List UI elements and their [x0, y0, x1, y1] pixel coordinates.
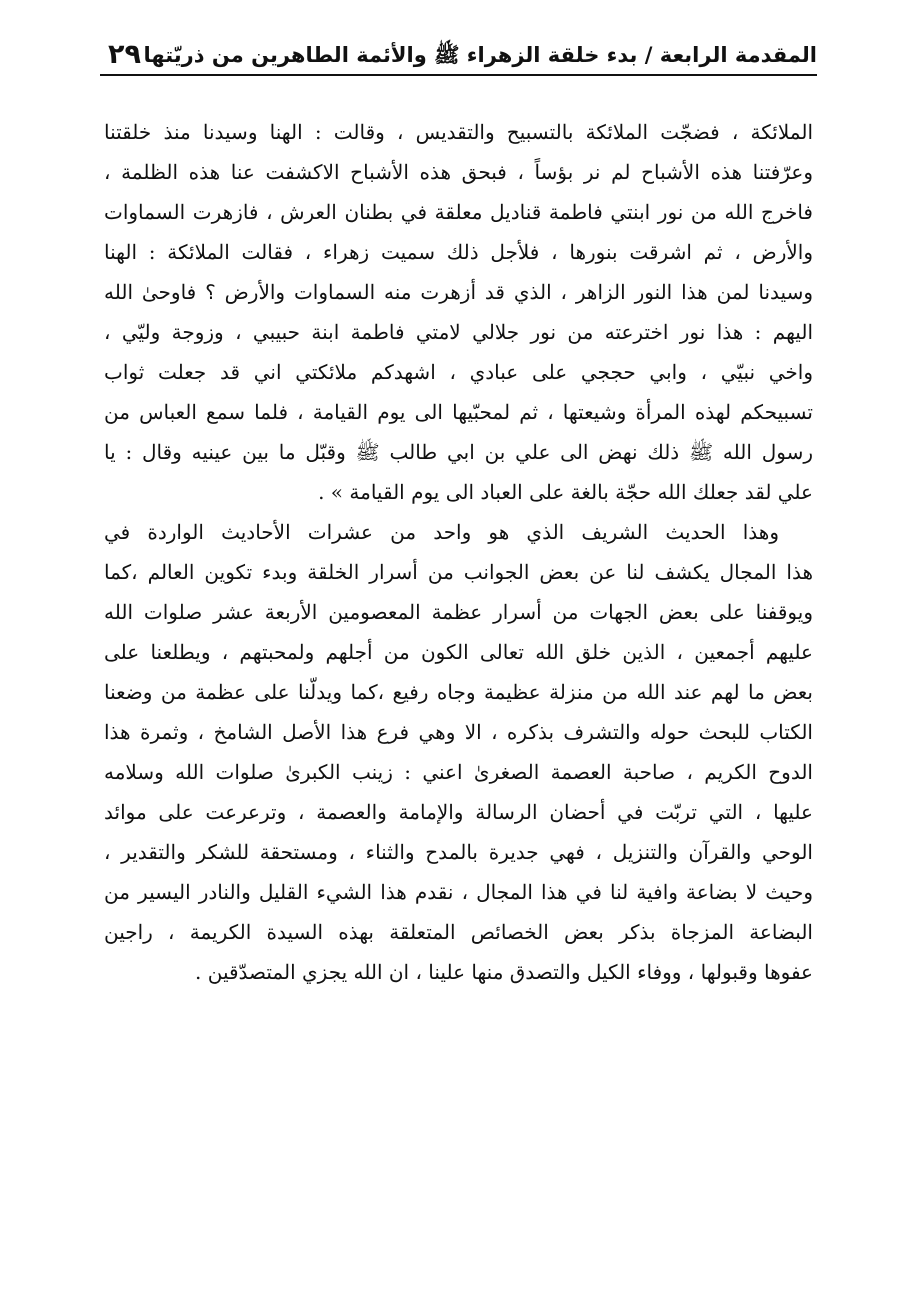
text-line: واخي نبيّي ، وابي حججي على عبادي ، اشهدكم ملائكتي اني قد جعلت ثواب — [104, 360, 813, 384]
text-line: البضاعة المزجاة بذكر بعض الخصائص المتعلقة بهذه السيدة الكريمة ، راجين — [104, 920, 813, 944]
text-line: عفوها وقبولها ، ووفاء الكيل والتصدق منها علينا ، ان الله يجزي المتصدّقين . — [195, 960, 813, 984]
text-line: عليهم أجمعين ، الذين خلق الله تعالى الكون من أجلهم ولمحبتهم ، ويطلعنا على — [104, 640, 813, 664]
page-number: ٢٩ — [108, 39, 141, 70]
text-line: تسبيحكم لهذه المرأة وشيعتها ، ثم لمحبّيها الى يوم القيامة ، فلما سمع العباس من — [104, 400, 813, 424]
text-line: اليهم : هذا نور اخترعته من نور جلالي لامتي فاطمة ابنة حبيبي ، وزوجة وليّي ، — [104, 320, 813, 344]
text-line: الوحي والقرآن والتنزيل ، فهي جديرة بالمدح والثناء ، ومستحقة للشكر والتقدير ، — [104, 840, 813, 864]
text-line: الدوح الكريم ، صاحبة العصمة الصغرىٰ اعني : زينب الكبرىٰ صلوات الله وسلامه — [104, 760, 813, 784]
text-line: وعرّفتنا هذه الأشباح لم نر بؤساً ، فبحق هذه الأشباح الاكشفت عنا هذه الظلمة ، — [104, 160, 813, 184]
text-line: عليها ، التي تربّت في أحضان الرسالة والإمامة والعصمة ، وترعرعت على موائد — [104, 800, 813, 824]
text-line: وهذا الحديث الشريف الذي هو واحد من عشرات الأحاديث الواردة في — [104, 520, 779, 544]
text-line: رسول الله ﷺ ذلك نهض الى علي بن ابي طالب ﷺ وقبّل ما بين عينيه وقال : يا — [104, 440, 813, 464]
body-text — [104, 112, 813, 992]
paragraph-commentary — [104, 512, 813, 992]
text-line: وسيدنا لمن هذا النور الزاهر ، الذي قد أزهرت منه السماوات والأرض ؟ فاوحىٰ الله — [104, 280, 813, 304]
text-line: وحيث لا بضاعة وافية لنا في هذا المجال ، نقدم هذا الشيء القليل والنادر اليسير من — [104, 880, 813, 904]
running-title: المقدمة الرابعة / بدء خلقة الزهراء ﷺ والأئمة الطاهرين من ذريّتها — [143, 43, 817, 67]
text-line: الملائكة ، فضجّت الملائكة بالتسبيح والتقديس ، وقالت : الهنا وسيدنا منذ خلقتنا — [104, 120, 813, 144]
text-line: والأرض ، ثم اشرقت بنورها ، فلأجل ذلك سميت زهراء ، فقالت الملائكة : الهنا — [104, 240, 813, 264]
text-line: بعض ما لهم عند الله من منزلة عظيمة وجاه رفيع ،كما ويدلّنا على عظمة من وضعنا — [104, 680, 813, 704]
text-line: ويوقفنا على بعض الجهات من أسرار عظمة المعصومين الأربعة عشر صلوات الله — [104, 600, 813, 624]
paragraph-quote — [104, 112, 813, 512]
page-header — [100, 36, 817, 78]
text-line: هذا المجال يكشف لنا عن بعض الجوانب من أسرار الخلقة وبدء تكوين العالم ،كما — [104, 560, 813, 584]
text-line: الكتاب للبحث حوله والتشرف بذكره ، الا وهي فرع هذا الأصل الشامخ ، وثمرة هذا — [104, 720, 813, 744]
text-line: فاخرج الله من نور ابنتي فاطمة قناديل معلقة في بطنان العرش ، فازهرت السماوات — [104, 200, 813, 224]
text-line: علي لقد جعلك الله حجّة بالغة على العباد الى يوم القيامة » . — [318, 480, 813, 504]
header-rule — [100, 74, 817, 76]
